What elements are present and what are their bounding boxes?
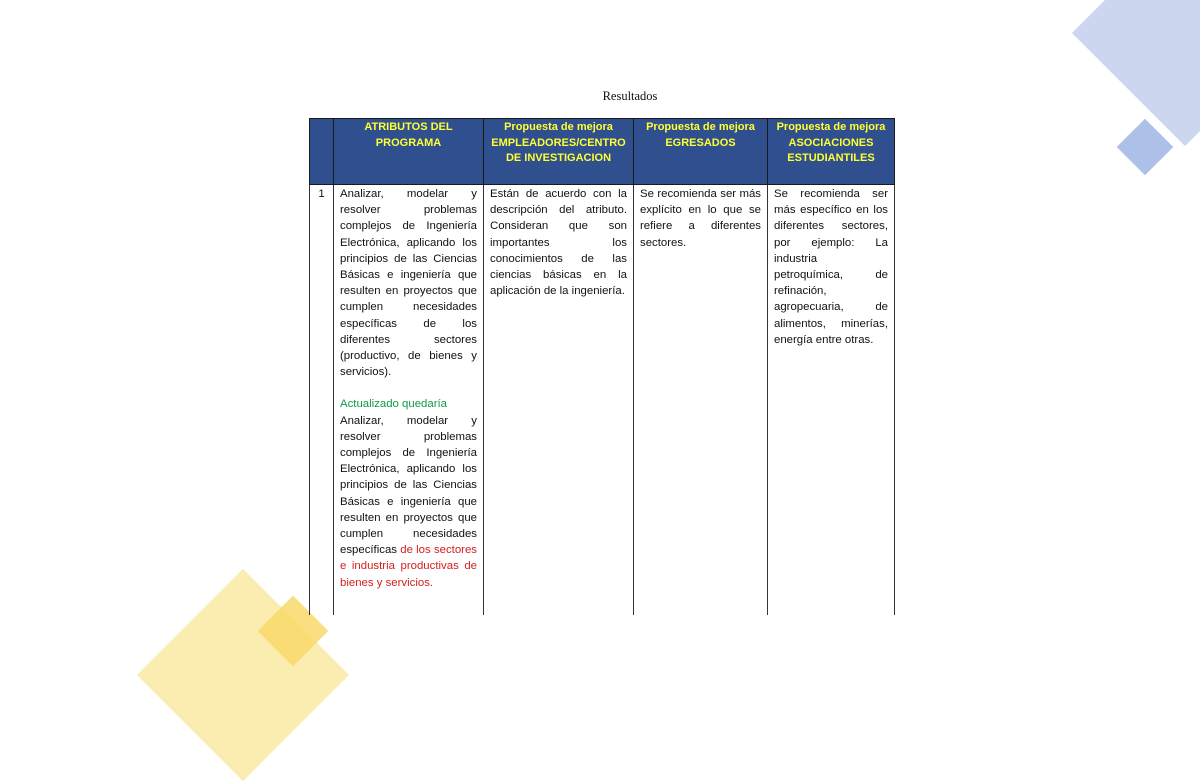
students-cell bbox=[768, 185, 895, 616]
decorative-blue-diamond bbox=[1072, 0, 1200, 146]
header-number bbox=[310, 119, 334, 185]
attribute-original-text: Analizar, modelar y resolver problemas complejos de Ingeniería Electrónica, aplicando los principios de las Ciencias Básicas e ingeniería que resulten en proyectos que cumplen necesidades específicas de los diferentes sectores (productivo, de bienes y servicios). bbox=[340, 188, 477, 379]
header-student-associations: Propuesta de mejora ASOCIACIONES ESTUDIANTILES bbox=[768, 119, 895, 185]
header-employers: Propuesta de mejora EMPLEADORES/CENTRO DE INVESTIGACION bbox=[484, 119, 634, 185]
attribute-cell bbox=[334, 185, 484, 616]
students-text: Se recomienda ser más específico en los diferentes sectores, por ejemplo: La industria petroquímica, de refinación, agropecuaria, de alimentos, minerías, energía entre otras. bbox=[774, 188, 888, 346]
graduates-cell bbox=[634, 185, 768, 616]
header-graduates: Propuesta de mejora EGRESADOS bbox=[634, 119, 768, 185]
updated-label: Actualizado quedaría bbox=[340, 398, 448, 411]
attribute-updated-text bbox=[340, 413, 477, 591]
attribute-updated-changed: de los sectores e industria productivas de bienes y servicios. bbox=[340, 544, 477, 589]
table-header-row bbox=[310, 119, 895, 185]
attribute-updated-unchanged: Analizar, modelar y resolver problemas complejos de Ingeniería Electrónica, aplicando los principios de las Ciencias Básicas e ingeniería que resulten en proyectos que cumplen necesidades específicas bbox=[340, 414, 477, 557]
results-table bbox=[309, 118, 895, 615]
header-attributes: ATRIBUTOS DEL PROGRAMA bbox=[334, 119, 484, 185]
document-title: Resultados bbox=[602, 89, 658, 103]
employers-text: Están de acuerdo con la descripción del atributo. Consideran que son importantes los conocimientos de las ciencias básicas en la aplicación de la ingeniería. bbox=[490, 188, 627, 298]
table-row bbox=[310, 185, 895, 616]
employers-cell bbox=[484, 185, 634, 616]
graduates-text: Se recomienda ser más explícito en lo que se refiere a diferentes sectores. bbox=[640, 188, 761, 249]
decorative-blue-small-diamond bbox=[1117, 119, 1174, 176]
row-number: 1 bbox=[310, 185, 334, 616]
